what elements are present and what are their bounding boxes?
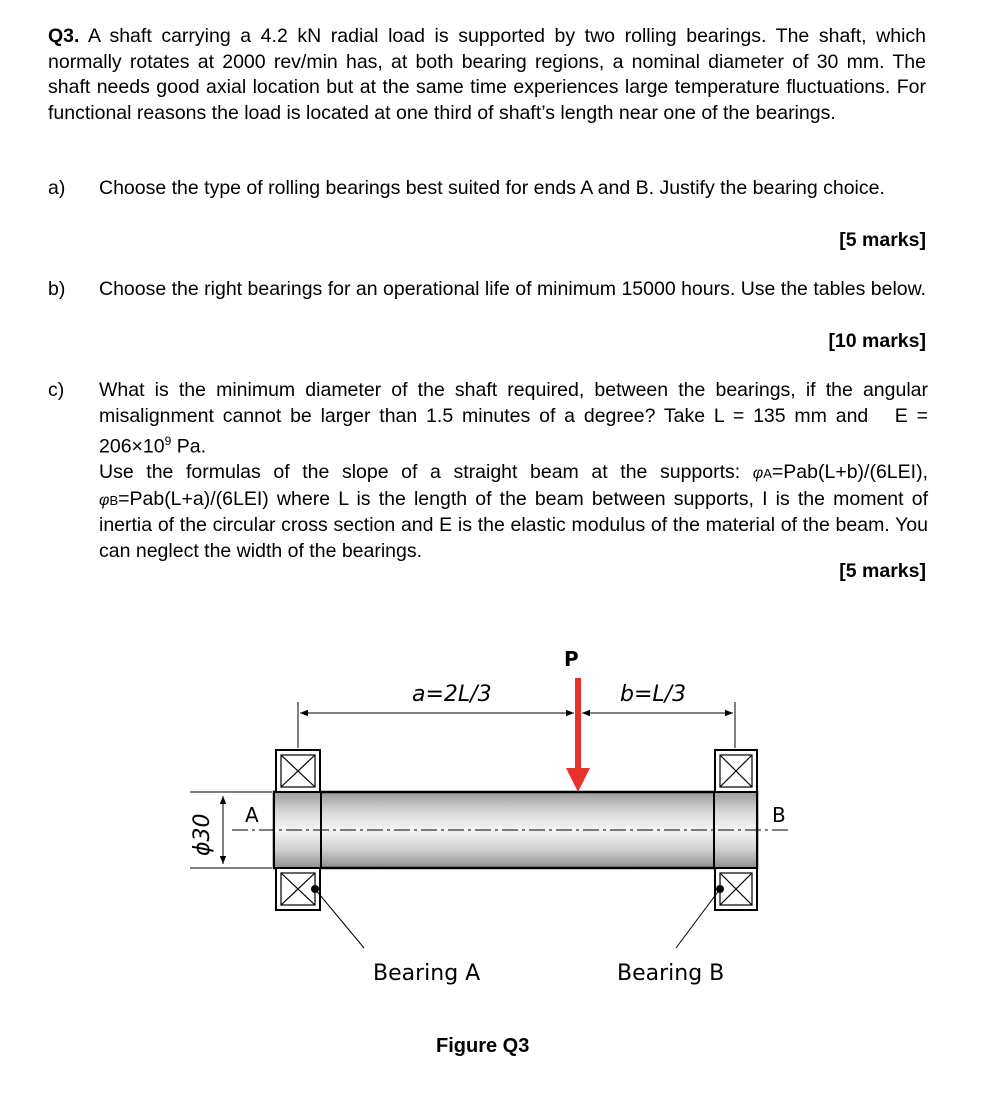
leader-line-b <box>676 889 720 948</box>
diameter-label: ϕ30 <box>190 813 215 856</box>
part-c-question: What is the minimum diameter of the shaft required, between the bearings, if the angular misalignment cannot be larger than 1.5 minutes of a degree? Take L = 135 mm and <box>99 379 928 427</box>
part-c-exponent: 9 <box>164 434 172 448</box>
bearing-a-label: Bearing A <box>373 961 481 986</box>
part-c-modulus: E = 206×10 <box>99 404 928 458</box>
leader-line-a <box>315 889 364 948</box>
end-b-label: B <box>772 803 786 827</box>
part-b-text: Choose the right bearings for an operational life of minimum 15000 hours. Use the tables below. <box>99 278 927 300</box>
part-c-unit: Pa. <box>171 435 206 458</box>
phi-a-subscript: A <box>763 466 772 481</box>
dim-b-label: b=L/3 <box>620 682 687 707</box>
question-text: A shaft carrying a 4.2 kN radial load is supported by two rolling bearings. The shaft, which normally rotates at 2000 rev/min has, at both bearing regions, a nominal diameter of 30 mm. The shaft needs good axial location but at the same time experiences large temperature fluctuations. For functional reasons the load is located at one third of shaft’s length near one of the bearings. <box>48 25 926 124</box>
dim-a-label: a=2L/3 <box>412 682 492 707</box>
part-a-text: Choose the type of rolling bearings best suited for ends A and B. Justify the bearing choice. <box>99 177 885 199</box>
load-arrow-head <box>566 768 590 792</box>
part-c-formula-intro: Use the formulas of the slope of a straight beam at the supports: <box>99 461 753 483</box>
part-c-marks: [5 marks] <box>839 560 926 582</box>
phi-a-symbol: φ <box>752 465 764 482</box>
bearing-a-upper <box>276 750 320 792</box>
bearing-b-upper <box>715 750 757 792</box>
question-label: Q3. <box>48 25 80 47</box>
bearing-b-label: Bearing B <box>617 961 725 986</box>
part-b-letter: b) <box>48 278 66 300</box>
part-a-marks: [5 marks] <box>839 229 926 251</box>
load-label: P <box>564 647 579 671</box>
part-a-letter: a) <box>48 177 66 199</box>
part-c-letter: c) <box>48 379 65 401</box>
phi-b-subscript: B <box>109 492 119 508</box>
phi-b-symbol: φ <box>99 491 110 509</box>
end-a-label: A <box>245 803 259 827</box>
part-b-marks: [10 marks] <box>828 330 926 352</box>
phi-a-formula: =Pab(L+b)/(6LEI), <box>771 461 928 483</box>
figure-caption: Figure Q3 <box>436 1035 530 1057</box>
phi-b-formula: =Pab(L+a)/(6LEI) where L is the length of the beam between supports, I is the moment of inertia of the circular cross section and E is the elastic modulus of the material of the beam. You can neglect the width of the bearings. <box>99 487 928 562</box>
